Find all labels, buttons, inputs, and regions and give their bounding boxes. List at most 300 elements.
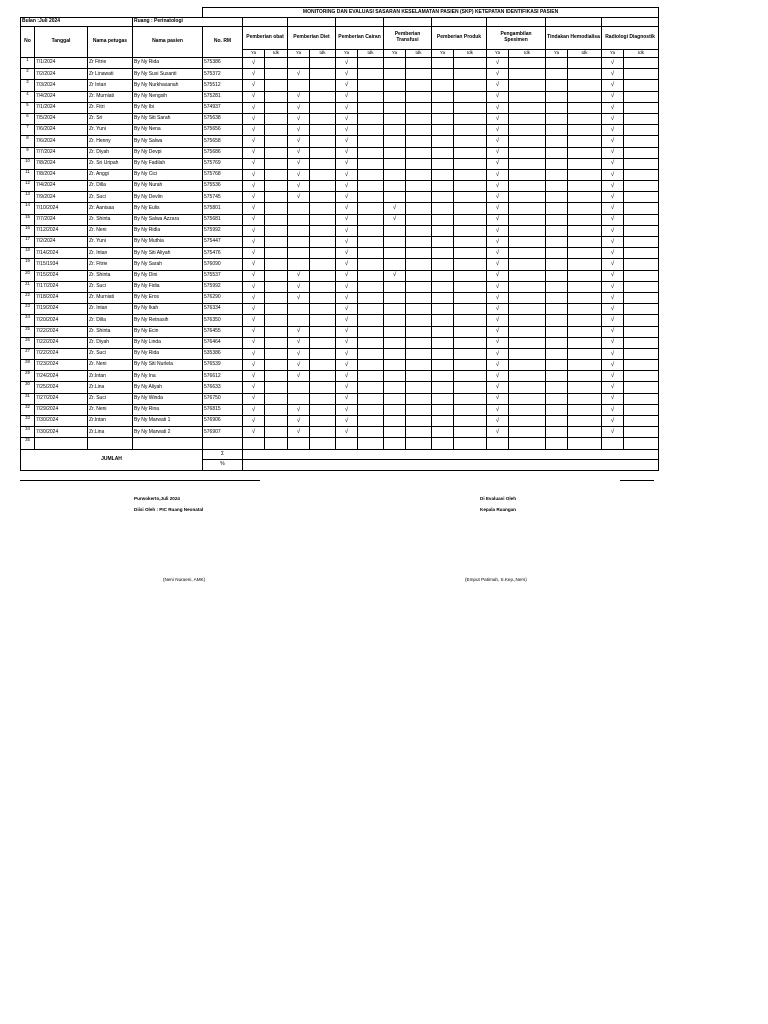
cell-tanggal: 7/7/2024 <box>35 214 88 225</box>
empty-cell <box>432 248 454 259</box>
cell-tanggal: 7/12/2024 <box>35 225 88 236</box>
empty-cell <box>568 304 602 315</box>
empty-cell <box>624 281 659 292</box>
cell-tanggal: 7/22/2024 <box>35 326 88 337</box>
empty-cell <box>432 125 454 136</box>
empty-cell <box>265 91 288 102</box>
check-mark: √ <box>602 181 624 192</box>
row-number: 12 <box>21 181 35 192</box>
empty-cell <box>624 360 659 371</box>
empty-cell <box>546 281 568 292</box>
empty-cell <box>546 102 568 113</box>
check-mark: √ <box>336 248 358 259</box>
check-mark: √ <box>384 214 406 225</box>
row-number: 35 <box>21 438 35 449</box>
row-number: 18 <box>21 248 35 259</box>
check-mark: √ <box>602 315 624 326</box>
empty-cell <box>406 69 432 80</box>
sigma-label: Σ <box>203 449 243 460</box>
cell-tanggal: 7/20/2024 <box>35 315 88 326</box>
empty-cell <box>358 248 384 259</box>
empty-cell <box>384 360 406 371</box>
cell-tanggal: 7/19/2024 <box>35 304 88 315</box>
cell-pasien: By Ny Salwa Azzara <box>133 214 203 225</box>
empty-cell <box>384 248 406 259</box>
row-number: 29 <box>21 371 35 382</box>
cell-rm: 535386 <box>203 348 243 359</box>
check-mark: √ <box>602 169 624 180</box>
cell-tanggal: 7/22/2024 <box>35 348 88 359</box>
row-number: 19 <box>21 259 35 270</box>
cell-petugas: Zr. Intan <box>88 248 133 259</box>
empty-cell <box>265 125 288 136</box>
header-group-transfusi: Pemberian Transfusi <box>384 27 432 50</box>
cell-petugas: Zr. Murniati <box>88 91 133 102</box>
header-group-obat: Pemberian obat <box>243 27 288 50</box>
cell-tanggal: 7/1/2024 <box>35 102 88 113</box>
empty-cell <box>487 438 509 449</box>
check-mark: √ <box>487 304 509 315</box>
check-mark: √ <box>487 125 509 136</box>
empty-cell <box>310 113 336 124</box>
row-number: 13 <box>21 192 35 203</box>
check-mark: √ <box>487 404 509 415</box>
cell-petugas: Zr. Dilla <box>88 181 133 192</box>
cell-petugas: Zr.Intan <box>88 416 133 427</box>
empty-cell <box>546 427 568 438</box>
cell-petugas: Zr. Murniati <box>88 292 133 303</box>
empty-cell <box>454 360 487 371</box>
check-mark: √ <box>602 404 624 415</box>
empty-cell <box>384 292 406 303</box>
empty-cell <box>602 438 624 449</box>
cell-pasien: By Ny Ridla <box>133 225 203 236</box>
empty-cell <box>358 304 384 315</box>
empty-cell <box>265 237 288 248</box>
empty-cell <box>432 181 454 192</box>
empty-cell <box>432 438 454 449</box>
cell-pasien: By Ny Muthia <box>133 237 203 248</box>
empty-cell <box>384 225 406 236</box>
row-number: 24 <box>21 315 35 326</box>
header-group-hemodialisa: Tindakan Hemodialisa <box>546 27 602 50</box>
row-number: 25 <box>21 326 35 337</box>
empty-cell <box>624 348 659 359</box>
check-mark: √ <box>336 237 358 248</box>
check-mark: √ <box>602 326 624 337</box>
empty-cell <box>454 427 487 438</box>
cell-rm: 575768 <box>203 169 243 180</box>
empty-cell <box>624 113 659 124</box>
empty-cell <box>310 136 336 147</box>
empty-cell <box>406 416 432 427</box>
empty-cell <box>624 438 659 449</box>
empty-cell <box>454 113 487 124</box>
cell-rm: 575801 <box>203 203 243 214</box>
empty-cell <box>624 169 659 180</box>
row-number: 14 <box>21 203 35 214</box>
row-number: 27 <box>21 348 35 359</box>
empty-cell <box>265 214 288 225</box>
empty-cell <box>310 315 336 326</box>
empty-cell <box>384 237 406 248</box>
empty-cell <box>546 125 568 136</box>
empty-cell <box>624 237 659 248</box>
empty-cell <box>265 69 288 80</box>
empty-cell <box>624 248 659 259</box>
empty-cell <box>432 281 454 292</box>
empty-cell <box>406 169 432 180</box>
cell-tanggal: 7/4/2024 <box>35 181 88 192</box>
cell-pasien: By Ny Ecin <box>133 326 203 337</box>
cell-petugas: Zr.Lina <box>88 427 133 438</box>
cell-petugas: Zr. Yuni <box>88 125 133 136</box>
cell-rm: 575476 <box>203 248 243 259</box>
check-mark: √ <box>288 281 310 292</box>
empty-cell <box>358 281 384 292</box>
cell-pasien: By Ny Eulis <box>133 203 203 214</box>
empty-cell <box>310 248 336 259</box>
check-mark: √ <box>602 393 624 404</box>
empty-cell <box>454 382 487 393</box>
empty-cell <box>358 181 384 192</box>
empty-cell <box>310 147 336 158</box>
empty-cell <box>310 292 336 303</box>
empty-cell <box>509 237 546 248</box>
table-row <box>21 102 659 113</box>
empty-cell <box>546 203 568 214</box>
empty-cell <box>288 237 310 248</box>
empty-cell <box>624 270 659 281</box>
cell-petugas: Zr. Fitri <box>88 102 133 113</box>
cell-rm: 576464 <box>203 337 243 348</box>
cell-tanggal: 7/30/2024 <box>35 416 88 427</box>
check-mark: √ <box>487 416 509 427</box>
empty-cell <box>358 292 384 303</box>
empty-cell <box>454 348 487 359</box>
empty-cell <box>265 427 288 438</box>
table-row <box>21 69 659 80</box>
empty-cell <box>384 438 406 449</box>
table-row <box>21 259 659 270</box>
empty-cell <box>624 147 659 158</box>
empty-cell <box>624 91 659 102</box>
empty-cell <box>454 225 487 236</box>
table-body <box>21 58 659 450</box>
cell-tanggal: 7/6/2024 <box>35 136 88 147</box>
empty-cell <box>384 113 406 124</box>
empty-cell <box>336 438 358 449</box>
subheader-ya: Ya <box>432 50 454 58</box>
cell-rm: 576815 <box>203 404 243 415</box>
empty-cell <box>288 58 310 69</box>
check-mark: √ <box>243 315 265 326</box>
table-row <box>21 371 659 382</box>
cell-pasien: By Ny Fadilah <box>133 158 203 169</box>
check-mark: √ <box>243 91 265 102</box>
empty-cell <box>454 326 487 337</box>
table-row <box>21 136 659 147</box>
cell-tanggal: 7/9/2024 <box>35 192 88 203</box>
check-mark: √ <box>336 214 358 225</box>
cell-pasien: By Ny Nurah <box>133 181 203 192</box>
cell-tanggal: 7/27/2024 <box>35 393 88 404</box>
cell-petugas: Zr. Sri <box>88 113 133 124</box>
empty-cell <box>546 113 568 124</box>
empty-cell <box>568 348 602 359</box>
empty-cell <box>406 326 432 337</box>
empty-cell <box>546 438 568 449</box>
empty-cell <box>384 404 406 415</box>
check-mark: √ <box>336 102 358 113</box>
subheader-tdk: tdk <box>310 50 336 58</box>
empty-cell <box>568 69 602 80</box>
empty-cell <box>432 147 454 158</box>
check-mark: √ <box>288 69 310 80</box>
empty-cell <box>509 348 546 359</box>
empty-cell <box>509 225 546 236</box>
cell-pasien: By Ny Marwati 1 <box>133 416 203 427</box>
empty-cell <box>384 382 406 393</box>
cell-pasien: By Ny Nengsih <box>133 91 203 102</box>
empty-cell <box>432 136 454 147</box>
empty-cell <box>406 438 432 449</box>
empty-cell <box>432 259 454 270</box>
cell-tanggal: 7/6/2024 <box>35 125 88 136</box>
check-mark: √ <box>336 80 358 91</box>
empty-cell <box>546 169 568 180</box>
empty-cell <box>243 438 265 449</box>
cell-pasien: By Ny Salwa <box>133 136 203 147</box>
subheader-ya: Ya <box>288 50 310 58</box>
empty-cell <box>432 427 454 438</box>
empty-cell <box>310 58 336 69</box>
empty-cell <box>624 136 659 147</box>
empty-cell <box>384 147 406 158</box>
empty-cell <box>454 393 487 404</box>
empty-cell <box>406 203 432 214</box>
empty-cell <box>624 181 659 192</box>
empty-cell <box>358 348 384 359</box>
empty-cell <box>624 292 659 303</box>
empty-cell <box>624 393 659 404</box>
cell-pasien: By Ny Cici <box>133 169 203 180</box>
empty-cell <box>432 80 454 91</box>
empty-cell <box>432 102 454 113</box>
cell-petugas: Zr. Neni <box>88 404 133 415</box>
evaluator-role: Kepala Ruangan <box>480 507 516 512</box>
check-mark: √ <box>487 292 509 303</box>
empty-cell <box>509 58 546 69</box>
room-label: Ruang : Perinatologi <box>133 18 243 27</box>
empty-cell <box>454 158 487 169</box>
empty-cell <box>568 259 602 270</box>
check-mark: √ <box>602 427 624 438</box>
row-number: 26 <box>21 337 35 348</box>
table-row <box>21 360 659 371</box>
row-number: 10 <box>21 158 35 169</box>
empty-cell <box>384 125 406 136</box>
check-mark: √ <box>336 281 358 292</box>
cell-petugas: Zr. Suci <box>88 348 133 359</box>
filler-name: (Neni Nuraeni, AMK) <box>163 577 206 582</box>
empty-cell <box>454 237 487 248</box>
empty-cell <box>358 80 384 91</box>
empty-cell <box>310 225 336 236</box>
empty-cell <box>406 113 432 124</box>
check-mark: √ <box>288 270 310 281</box>
check-mark: √ <box>243 69 265 80</box>
empty-cell <box>310 348 336 359</box>
empty-cell <box>568 248 602 259</box>
empty-cell <box>624 304 659 315</box>
divider-line <box>620 480 654 481</box>
empty-cell <box>432 393 454 404</box>
row-number: 7 <box>21 125 35 136</box>
cell-rm: 575681 <box>203 214 243 225</box>
table-row <box>21 169 659 180</box>
empty-cell <box>568 58 602 69</box>
empty-cell <box>310 192 336 203</box>
empty-cell <box>432 270 454 281</box>
check-mark: √ <box>602 270 624 281</box>
subheader-tdk: tdk <box>624 50 659 58</box>
empty-cell <box>568 371 602 382</box>
empty-cell <box>546 259 568 270</box>
empty-cell <box>310 237 336 248</box>
check-mark: √ <box>602 248 624 259</box>
empty-cell <box>568 382 602 393</box>
empty-cell <box>406 248 432 259</box>
empty-cell <box>265 360 288 371</box>
empty-cell <box>432 158 454 169</box>
check-mark: √ <box>336 427 358 438</box>
empty-cell <box>384 158 406 169</box>
empty-cell <box>406 259 432 270</box>
table-row <box>21 80 659 91</box>
check-mark: √ <box>243 360 265 371</box>
cell-tanggal: 7/22/2024 <box>35 337 88 348</box>
subheader-ya: Ya <box>243 50 265 58</box>
cell-pasien: By Ny Devpi <box>133 147 203 158</box>
empty-cell <box>454 181 487 192</box>
empty-cell <box>509 315 546 326</box>
empty-cell <box>509 427 546 438</box>
cell-tanggal: 7/23/2024 <box>35 360 88 371</box>
empty-cell <box>406 292 432 303</box>
empty-cell <box>624 125 659 136</box>
empty-cell <box>384 416 406 427</box>
header-no: No <box>21 27 35 58</box>
check-mark: √ <box>602 80 624 91</box>
empty-cell <box>358 360 384 371</box>
empty-cell <box>432 416 454 427</box>
empty-cell <box>358 136 384 147</box>
monitoring-table <box>20 7 659 471</box>
empty-cell <box>358 371 384 382</box>
cell-rm: 575656 <box>203 125 243 136</box>
check-mark: √ <box>602 158 624 169</box>
empty-cell <box>384 91 406 102</box>
cell-pasien: By Ny Marwati 2 <box>133 427 203 438</box>
cell-rm: 576750 <box>203 393 243 404</box>
empty-cell <box>358 427 384 438</box>
check-mark: √ <box>243 125 265 136</box>
empty-cell <box>432 326 454 337</box>
empty-cell <box>568 136 602 147</box>
check-mark: √ <box>336 304 358 315</box>
table-row <box>21 438 659 449</box>
empty-cell <box>624 337 659 348</box>
check-mark: √ <box>288 326 310 337</box>
check-mark: √ <box>288 181 310 192</box>
cell-tanggal: 7/29/2024 <box>35 404 88 415</box>
check-mark: √ <box>336 113 358 124</box>
row-number: 16 <box>21 225 35 236</box>
empty-cell <box>432 315 454 326</box>
row-number: 28 <box>21 360 35 371</box>
row-number: 2 <box>21 69 35 80</box>
subheader-tdk: tdk <box>358 50 384 58</box>
check-mark: √ <box>336 371 358 382</box>
check-mark: √ <box>487 192 509 203</box>
check-mark: √ <box>602 225 624 236</box>
empty-cell <box>358 69 384 80</box>
cell-pasien: By Ny Dini <box>133 270 203 281</box>
empty-cell <box>310 158 336 169</box>
check-mark: √ <box>243 292 265 303</box>
empty-cell <box>310 382 336 393</box>
empty-cell <box>432 203 454 214</box>
table-row <box>21 404 659 415</box>
cell-petugas: Zr Intan <box>88 80 133 91</box>
empty-cell <box>624 58 659 69</box>
cell-tanggal: 7/4/2024 <box>35 91 88 102</box>
cell-rm: 575536 <box>203 181 243 192</box>
empty-cell <box>358 203 384 214</box>
check-mark: √ <box>288 169 310 180</box>
cell-rm: 576455 <box>203 326 243 337</box>
empty-cell <box>406 214 432 225</box>
check-mark: √ <box>602 214 624 225</box>
empty-cell <box>406 91 432 102</box>
check-mark: √ <box>336 136 358 147</box>
empty-cell <box>358 192 384 203</box>
check-mark: √ <box>336 169 358 180</box>
empty-cell <box>568 113 602 124</box>
check-mark: √ <box>243 404 265 415</box>
check-mark: √ <box>288 337 310 348</box>
subheader-ya: Ya <box>336 50 358 58</box>
row-number: 6 <box>21 113 35 124</box>
empty-cell <box>288 315 310 326</box>
empty-cell <box>406 125 432 136</box>
check-mark: √ <box>243 58 265 69</box>
check-mark: √ <box>243 192 265 203</box>
check-mark: √ <box>336 125 358 136</box>
check-mark: √ <box>487 91 509 102</box>
table-row <box>21 326 659 337</box>
empty-cell <box>568 169 602 180</box>
empty-cell <box>568 326 602 337</box>
empty-cell <box>288 438 310 449</box>
empty-cell <box>432 371 454 382</box>
subheader-ya: Ya <box>487 50 509 58</box>
table-row <box>21 348 659 359</box>
table-row <box>21 270 659 281</box>
empty-cell <box>265 348 288 359</box>
empty-cell <box>509 404 546 415</box>
